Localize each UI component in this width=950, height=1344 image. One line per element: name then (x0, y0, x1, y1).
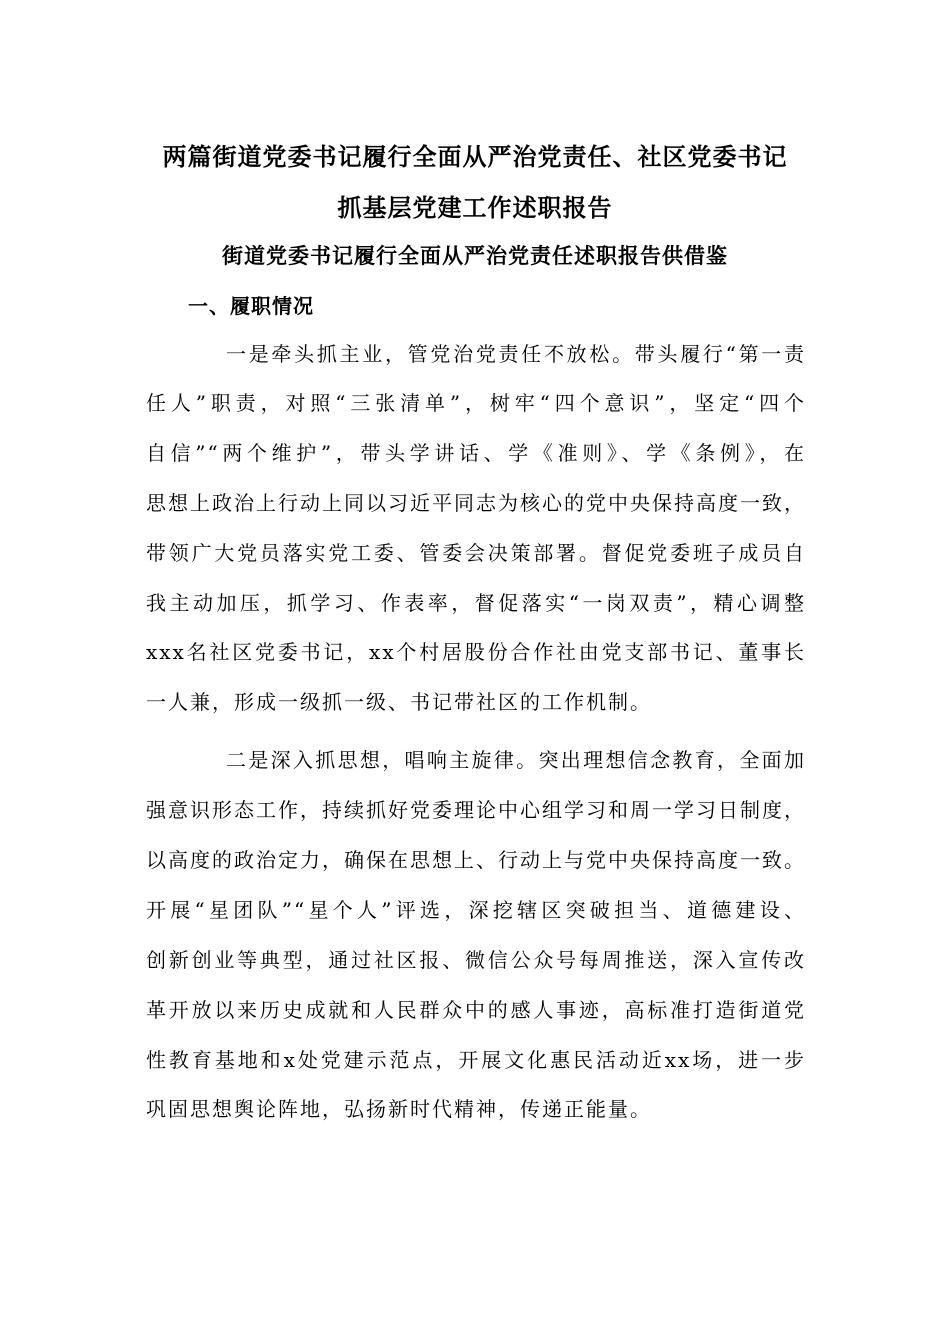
paragraph-1-line: 自信”“两个维护”，带头学讲话、学《准则》、学《条例》，在 (146, 441, 806, 465)
paragraph-1-line: 一人兼，形成一级抓一级、书记带社区的工作机制。 (146, 690, 652, 714)
paragraph-1-line: 任人”职责，对照“三张清单”，树牢“四个意识”，坚定“四个 (146, 391, 806, 415)
paragraph-1-line: 思想上政治上行动上同以习近平同志为核心的党中央保持高度一致， (146, 491, 806, 515)
paragraph-2-line: 性教育基地和x处党建示范点，开展文化惠民活动近xx场，进一步 (146, 1048, 806, 1072)
document-subtitle: 街道党委书记履行全面从严治党责任述职报告供借鉴 (222, 243, 728, 268)
paragraph-1-line: 我主动加压，抓学习、作表率，督促落实“一岗双责”，精心调整 (146, 591, 806, 615)
paragraph-2-line: 以高度的政治定力，确保在思想上、行动上与党中央保持高度一致。 (146, 848, 806, 872)
paragraph-2-line: 创新创业等典型，通过社区报、微信公众号每周推送，深入宣传改 (146, 948, 806, 972)
paragraph-2-line: 二是深入抓思想，唱响主旋律。突出理想信念教育，全面加 (226, 748, 806, 772)
paragraph-2-line: 巩固思想舆论阵地，弘扬新时代精神，传递正能量。 (146, 1097, 652, 1121)
paragraph-2-line: 强意识形态工作，持续抓好党委理论中心组学习和周一学习日制度， (146, 798, 806, 822)
paragraph-1-line: 一是牵头抓主业，管党治党责任不放松。带头履行“第一责 (226, 342, 806, 366)
paragraph-2-line: 开展“星团队”“星个人”评选，深挖辖区突破担当、道德建设、 (146, 898, 806, 922)
paragraph-1-line: 带领广大党员落实党工委、管委会决策部署。督促党委班子成员自 (146, 541, 806, 565)
paragraph-2-line: 革开放以来历史成就和人民群众中的感人事迹，高标准打造街道党 (146, 998, 806, 1022)
document-title-line-1: 两篇街道党委书记履行全面从严治党责任、社区党委书记 (162, 142, 788, 171)
document-title-line-2: 抓基层党建工作述职报告 (337, 193, 613, 222)
paragraph-1-line: xxx名社区党委书记，xx个村居股份合作社由党支部书记、董事长 (146, 640, 806, 664)
section-heading: 一、履职情况 (188, 294, 314, 318)
